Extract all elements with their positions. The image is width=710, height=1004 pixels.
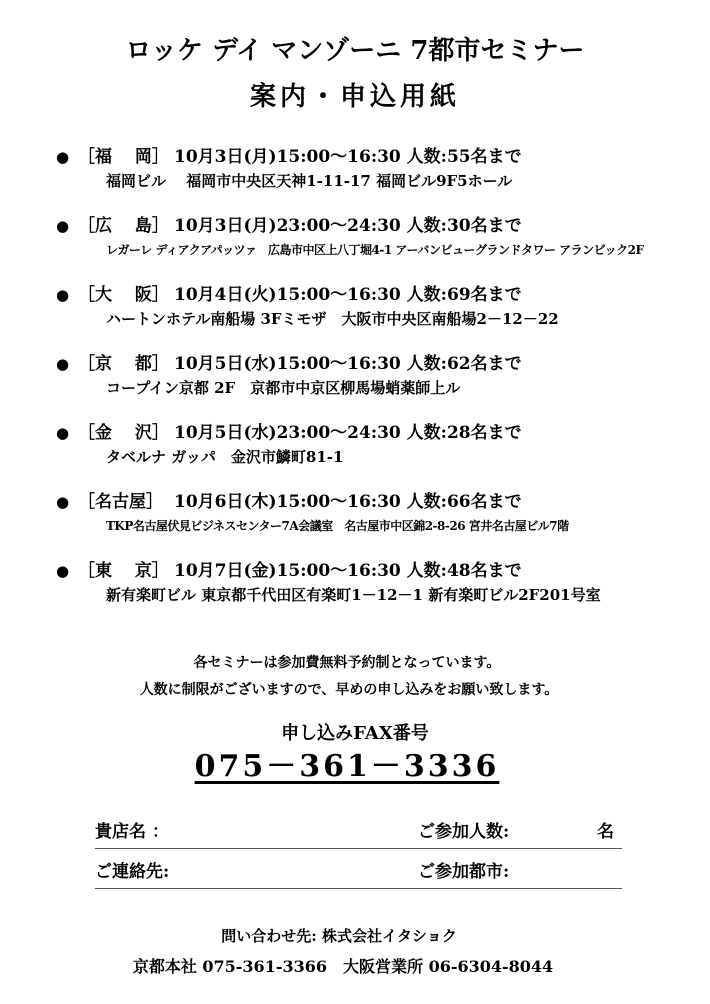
store-name-label: 貴店名 ： — [95, 822, 169, 842]
inquiry-company: 問い合わせ先: 株式会社イタショク — [221, 927, 457, 945]
form-row-store — [95, 818, 622, 849]
notice-free-reservation: 各セミナーは参加費無料予約制となっています。 — [193, 655, 501, 671]
seminar-item-kyoto — [56, 353, 696, 422]
seminar-item-osaka — [56, 284, 696, 353]
seminar-schedule: 10月3日(月)15:00～16:30 人数:55名まで — [174, 147, 522, 167]
bullet-icon: ● — [56, 217, 70, 235]
form-row-contact — [95, 858, 622, 889]
seminar-venue: TKP名古屋伏見ビジネスセンター7A会議室 名古屋市中区錦2-8-26 宮井名古屋ビル7階 — [106, 519, 569, 533]
seminar-list — [56, 146, 696, 629]
bullet-icon: ● — [56, 424, 70, 442]
seminar-item-hiroshima — [56, 215, 696, 284]
bullet-icon: ● — [56, 562, 70, 580]
seminar-venue: タベルナ ガッパ 金沢市鱗町81-1 — [106, 448, 344, 466]
seminar-schedule: 10月5日(水)15:00～16:30 人数:62名まで — [174, 354, 522, 374]
fax-number: 075－361－3336 — [194, 749, 500, 784]
page-subtitle: 案内・申込用紙 — [249, 82, 460, 112]
seminar-schedule: 10月5日(水)23:00～24:30 人数:28名まで — [174, 423, 522, 443]
seminar-venue: ハートンホテル南船場 3Fミモザ 大阪市中央区南船場2－12－22 — [106, 310, 559, 328]
seminar-schedule: 10月3日(月)23:00～24:30 人数:30名まで — [174, 216, 522, 236]
seminar-city: ［東 京］ — [78, 561, 169, 581]
seminar-item-kanazawa — [56, 422, 696, 491]
participants-unit: 名 — [597, 822, 614, 842]
seminar-city: ［広 島］ — [78, 216, 169, 236]
seminar-schedule: 10月7日(金)15:00～16:30 人数:48名まで — [174, 561, 522, 581]
seminar-venue: コープイン京都 2F 京都市中京区柳馬場蛸薬師上ル — [106, 379, 461, 397]
participants-label: ご参加人数: — [418, 822, 510, 842]
seminar-city: ［大 阪］ — [78, 285, 169, 305]
seminar-schedule: 10月4日(火)15:00～16:30 人数:69名まで — [174, 285, 522, 305]
seminar-item-fukuoka — [56, 146, 696, 215]
seminar-city: ［金 沢］ — [78, 423, 169, 443]
bullet-icon: ● — [56, 493, 70, 511]
city-label: ご参加都市: — [418, 862, 510, 882]
notice-limited-capacity: 人数に制限がございますので、早めの申し込みをお願い致します。 — [139, 682, 559, 698]
seminar-schedule: 10月6日(木)15:00～16:30 人数:66名まで — [174, 492, 522, 512]
seminar-city: ［京 都］ — [78, 354, 169, 374]
fax-label: 申し込みFAX番号 — [281, 723, 429, 744]
bullet-icon: ● — [56, 286, 70, 304]
seminar-venue: レガーレ ディアクアパッツァ 広島市中区上八丁堀4-1 アーバンビューグランドタワー アランビック2F — [106, 243, 644, 257]
bullet-icon: ● — [56, 355, 70, 373]
seminar-venue: 福岡ビル 福岡市中央区天神1-11-17 福岡ビル9F5ホール — [106, 172, 513, 190]
seminar-item-tokyo — [56, 560, 696, 629]
office-phone-numbers: 京都本社 075-361-3366 大阪営業所 06-6304-8044 — [132, 957, 554, 976]
seminar-city: ［名古屋］ — [78, 492, 163, 512]
bullet-icon: ● — [56, 148, 70, 166]
page-title: ロッケ デイ マンゾーニ 7都市セミナー — [125, 36, 585, 66]
contact-label: ご連絡先: — [95, 862, 170, 882]
seminar-city: ［福 岡］ — [78, 147, 169, 167]
seminar-venue: 新有楽町ビル 東京都千代田区有楽町1－12－1 新有楽町ビル2F201号室 — [106, 586, 601, 604]
seminar-item-nagoya — [56, 491, 696, 560]
